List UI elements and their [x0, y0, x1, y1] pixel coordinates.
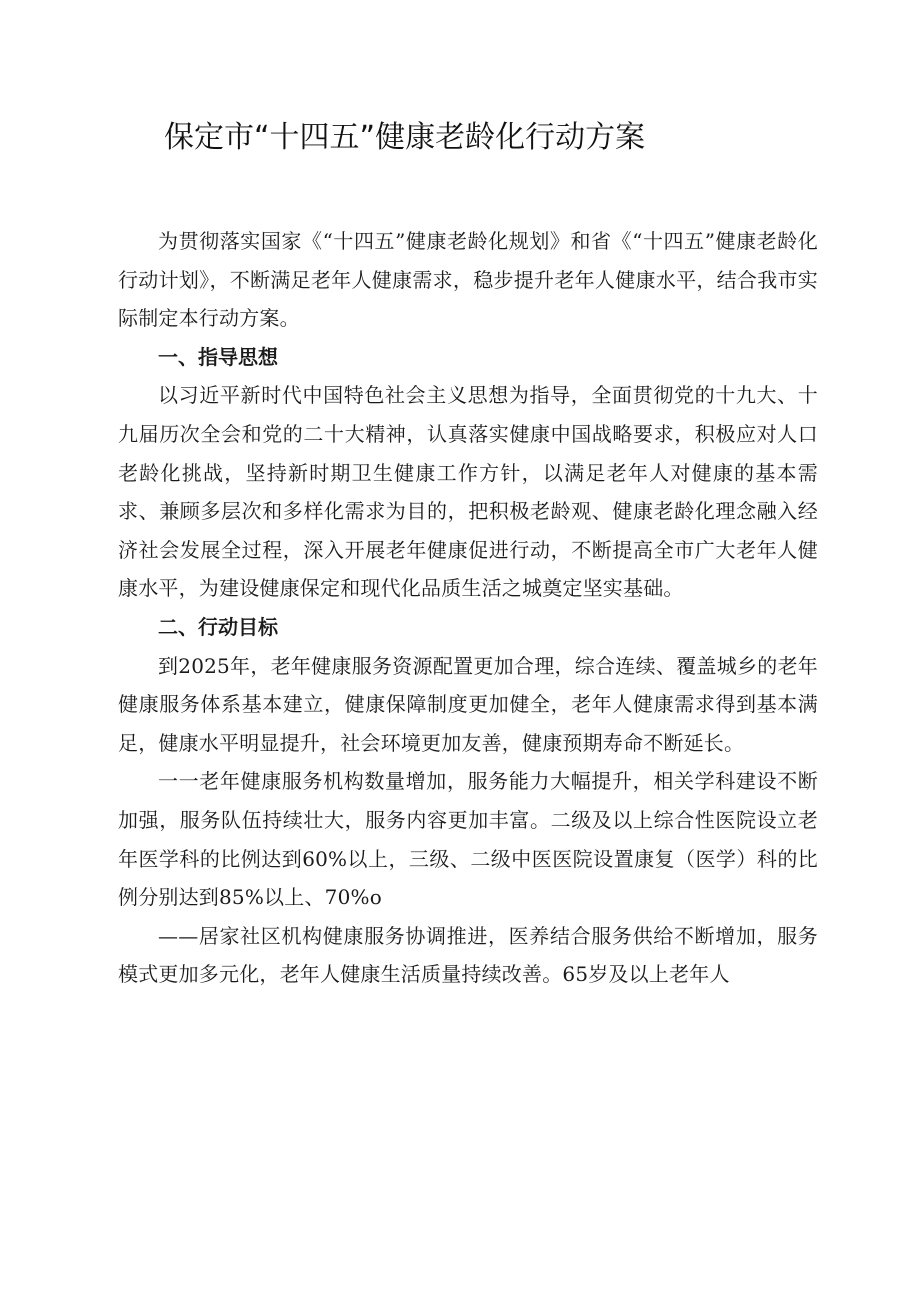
document-title: 保定市“十四五”健康老龄化行动方案	[164, 120, 646, 155]
action-goals-paragraph-2: 一一老年健康服务机构数量增加，服务能力大幅提升，相关学科建设不断加强，服务队伍持续壮大，服务内容更加丰富。二级及以上综合性医院设立老年医学科的比例达到60%以上，三级、二级中医医院设置康复（医学）科的比例分别达到85%以上、70%o	[118, 769, 818, 910]
intro-paragraph: 为贯彻落实国家《“十四五”健康老龄化规划》和省《“十四五”健康老龄化行动计划》，不断满足老年人健康需求，稳步提升老年人健康水平，结合我市实际制定本行动方案。	[118, 229, 818, 331]
section-heading-action-goals: 二、行动目标	[158, 614, 278, 639]
document-body	[118, 222, 818, 994]
action-goals-paragraph-1: 到2025年，老年健康服务资源配置更加合理，综合连续、覆盖城乡的老年健康服务体系基本建立，健康保障制度更加健全，老年人健康需求得到基本满足，健康水平明显提升，社会环境更加友善，健康预期寿命不断延长。	[118, 653, 818, 755]
section-heading-guiding-ideology: 一、指导思想	[158, 344, 278, 369]
guiding-ideology-paragraph: 以习近平新时代中国特色社会主义思想为指导，全面贯彻党的十九大、十九届历次全会和党的二十大精神，认真落实健康中国战略要求，积极应对人口老龄化挑战，坚持新时期卫生健康工作方针，以满足老年人对健康的基本需求、兼顾多层次和多样化需求为目的，把积极老龄观、健康老龄化理念融入经济社会发展全过程，深入开展老年健康促进行动，不断提高全市广大老年人健康水平，为建设健康保定和现代化品质生活之城奠定坚实基础。	[118, 383, 818, 601]
action-goals-paragraph-3: ——居家社区机构健康服务协调推进，医养结合服务供给不断增加，服务模式更加多元化，老年人健康生活质量持续改善。65岁及以上老年人	[118, 923, 818, 987]
